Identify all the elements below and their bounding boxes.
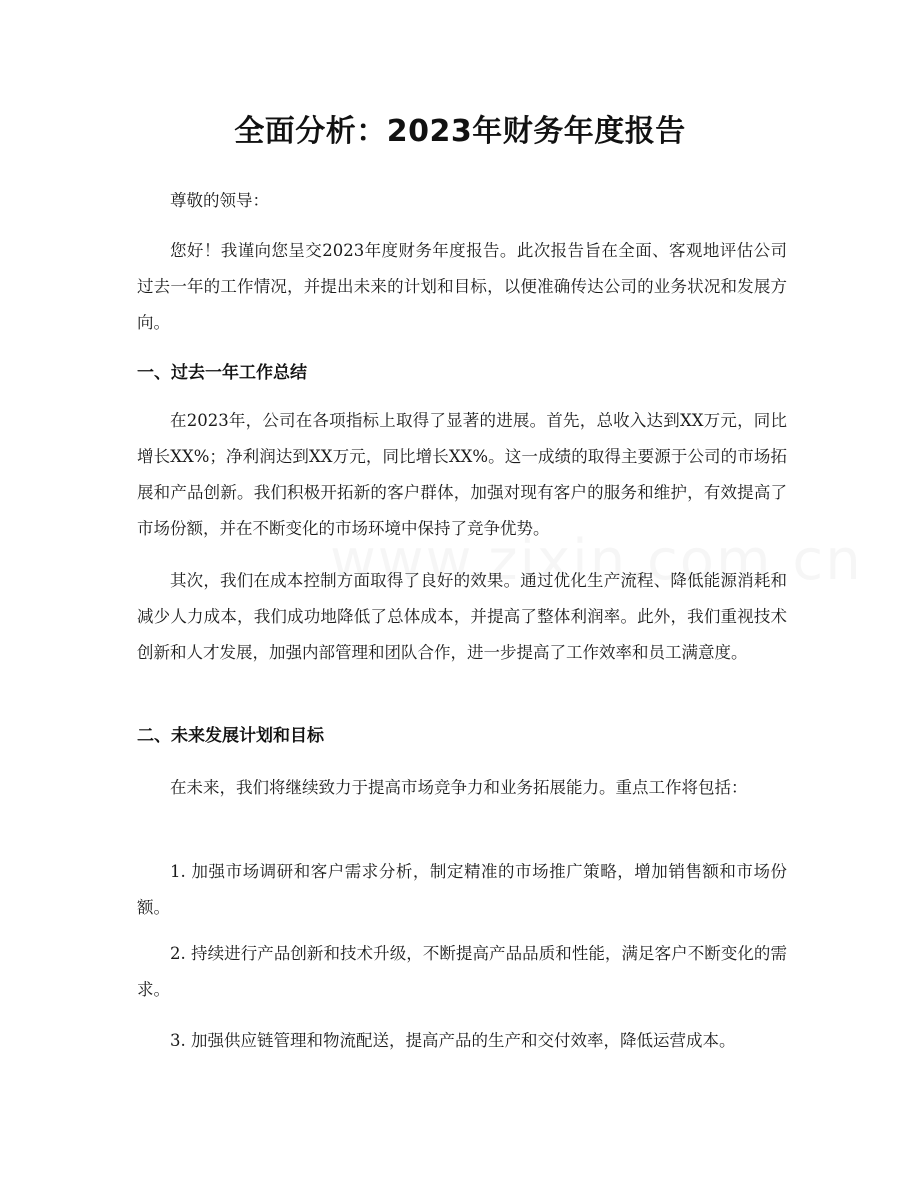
section1-paragraph-2: 其次，我们在成本控制方面取得了良好的效果。通过优化生产流程、降低能源消耗和减少人力成本，我们成功地降低了总体成本，并提高了整体利润率。此外，我们重视技术创新和人才发展，加强内部管理和团队合作，进一步提高了工作效率和员工满意度。 <box>137 571 787 662</box>
salutation: 尊敬的领导： <box>170 191 269 210</box>
section1-paragraph-1: 在2023年，公司在各项指标上取得了显著的进展。首先，总收入达到XX万元，同比增长XX%；净利润达到XX万元，同比增长XX%。这一成绩的取得主要源于公司的市场拓展和产品创新。我们积极开拓新的客户群体，加强对现有客户的服务和维护，有效提高了市场份额，并在不断变化的市场环境中保持了竞争优势。 <box>137 411 787 538</box>
plan-item-3: 3. 加强供应链管理和物流配送，提高产品的生产和交付效率，降低运营成本。 <box>170 1031 736 1050</box>
plan-item-2: 2. 持续进行产品创新和技术升级，不断提高产品品质和性能，满足客户不断变化的需求。 <box>137 944 787 999</box>
intro-paragraph: 您好！我谨向您呈交2023年度财务年度报告。此次报告旨在全面、客观地评估公司过去一年的工作情况，并提出未来的计划和目标，以便准确传达公司的业务状况和发展方向。 <box>137 241 787 332</box>
page-title: 全面分析：2023年财务年度报告 <box>234 114 686 149</box>
section2-intro: 在未来，我们将继续致力于提高市场竞争力和业务拓展能力。重点工作将包括： <box>170 778 748 797</box>
section2-heading: 二、未来发展计划和目标 <box>137 726 324 746</box>
section1-heading: 一、过去一年工作总结 <box>137 363 307 383</box>
plan-item-1: 1. 加强市场调研和客户需求分析，制定精准的市场推广策略，增加销售额和市场份额。 <box>137 862 787 917</box>
